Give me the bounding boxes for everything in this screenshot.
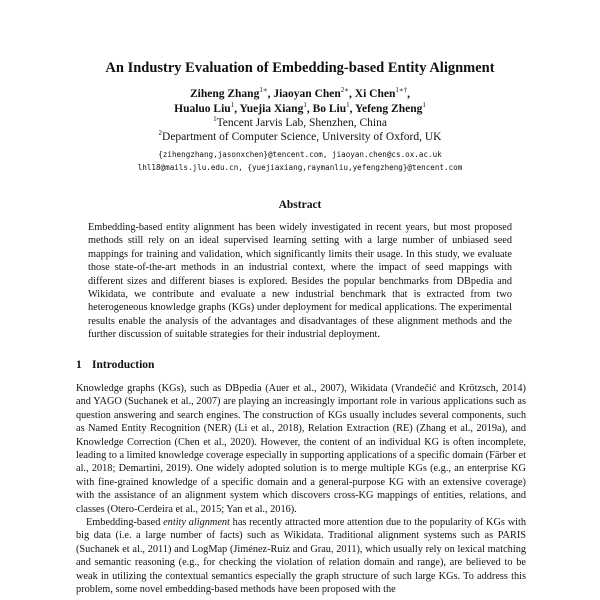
author-name: Bo Liu [312, 103, 347, 115]
author-mark: 2∗ [340, 86, 350, 95]
author-mark: 1 [230, 101, 235, 110]
email-line: {zihengzhang,jasonxchen}@tencent.com, jiaoyan.chen@cs.ox.ac.uk [158, 150, 442, 159]
paragraph-text: has recently attracted more attention due to the popularity of KGs with big data (i.e. a large number of facts) such as Wikidata. Traditional alignment systems such as PARIS (Suchanek et al., 2011) and LogMap (Jiménez-Ruiz and Grau, 2011), which usually rely on lexical matching and semantic reasoning (e.g., for checking the violation of relation domain and range), are believed to be weak in utilizing the contextual semantics especially the graph structure of such large KGs. To address this problem, some novel embedding-based methods have been proposed with the [76, 517, 526, 596]
email-block [0, 148, 600, 174]
abstract-heading: Abstract [278, 199, 322, 211]
author-name: Xi Chen [354, 88, 396, 100]
author-mark: 1 [422, 101, 426, 110]
affiliation-mark: 1 [213, 115, 217, 124]
author-name: Hualuo Liu [174, 103, 231, 115]
paper-title: An Industry Evaluation of Embedding-based Entity Alignment [105, 60, 495, 76]
author-name: Ziheng Zhang [189, 88, 260, 100]
author-list [0, 87, 600, 117]
paragraph [76, 516, 526, 596]
affiliation-1 [0, 117, 600, 129]
email-line: lhl18@mails.jlu.edu.cn, {yuejiaxiang,raymanliu,yefengzheng}@tencent.com [137, 163, 463, 172]
affiliation-text: Tencent Jarvis Lab, Shenzhen, China [216, 117, 387, 129]
body-text [76, 382, 526, 597]
section-number: 1 [76, 359, 82, 371]
affiliation-2 [0, 131, 600, 143]
author-name: Yefeng Zheng [354, 103, 423, 115]
affiliation-mark: 2 [158, 129, 163, 138]
author-line-1: Ziheng Zhang$^{1∗}$, Jiaoyan Chen$^{2∗}$, Xi Chen$^{1∗\dagger}$, [189, 86, 411, 100]
paragraph: Knowledge graphs (KGs), such as DBpedia (Auer et al., 2007), Wikidata (Vrandečić and Krötzsch, 2014) and YAGO (Suchanek et al., 2007) are playing an increasingly important role in various applications such as question answering and search engines. The construction of KGs usually includes several components, such as Named Entity Recognition (NER) (Li et al., 2018), Relation Extraction (RE) (Zhang et al., 2019a), and Knowledge Correction (Chen et al., 2020). However, the content of an individual KG is often incomplete, leading to a limited knowledge coverage especially in supporting applications of a specific domain (Färber et al., 2018; Demartini, 2019). One widely adopted solution is to merge multiple KGs (e.g., an enterprise KG with fine-grained knowledge of a specific domain and a general-purpose KG with an extensive coverage) with the assistance of an alignment system which discovers cross-KG mappings of entities, relations, and classes (Otero-Cerdeira et al., 2015; Yan et al., 2016). [76, 383, 526, 515]
author-mark: 1 [303, 101, 307, 110]
emphasis-term: entity alignment [163, 517, 230, 529]
author-name: Jiaoyan Chen [273, 88, 341, 100]
author-line-2: Hualuo Liu$^1$, Yuejia Xiang$^1$, Bo Liu$^1$, Yefeng Zheng$^1$ [174, 101, 426, 115]
author-mark: 1∗ [259, 86, 268, 95]
author-mark: 1∗† [395, 86, 408, 95]
author-name: Yuejia Xiang [239, 103, 304, 115]
affiliation-text: Department of Computer Science, University of Oxford, UK [162, 131, 442, 143]
paragraph-text: Embedding-based [86, 517, 164, 529]
abstract-text: Embedding-based entity alignment has been widely investigated in recent years, but most proposed methods still rely on an ideal supervised learning setting with a large number of unbiased seed mappings for training and validation, which significantly limits their usage. In this study, we evaluate those state-of-the-art methods in an industrial context, where the impact of seed mappings with different sizes and different biases is explored. Besides the popular benchmarks from DBpedia and Wikidata, we contribute and evaluate a new industrial benchmark that is extracted from two heterogeneous knowledge graphs (KGs) under deployment for medical applications. The experimental results enable the analysis of the advantages and disadvantages of these alignment methods and the further discussion of suitable strategies for their industrial deployment. [88, 222, 512, 341]
section-heading [76, 359, 154, 371]
author-mark: 1 [346, 101, 350, 110]
section-title: Introduction [92, 359, 155, 371]
